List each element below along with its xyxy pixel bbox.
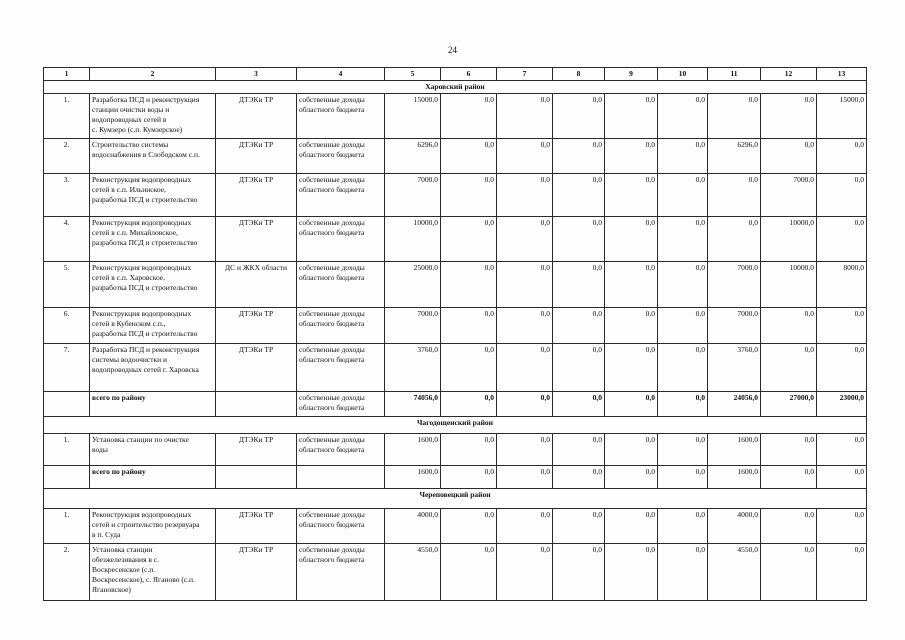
total-funding-source: собственные доходы областного бюджета (297, 392, 385, 417)
column-number-header: 9 (605, 68, 658, 81)
total-value-cell: 0,0 (817, 466, 867, 489)
section-row (44, 489, 867, 509)
value-cell: 0,0 (605, 94, 658, 139)
section-title: Череповецкий район (44, 489, 867, 509)
section-title: Чагодощенский район (44, 417, 867, 434)
value-cell: 0,0 (441, 94, 497, 139)
item-name-line: Разработка ПСД и реконструкция (92, 95, 200, 104)
total-row (44, 392, 867, 417)
column-number-header: 12 (761, 68, 817, 81)
value-cell: 0,0 (553, 308, 605, 344)
value-cell: 0,0 (497, 262, 553, 308)
value-cell: 0,0 (605, 434, 658, 466)
total-row (44, 466, 867, 489)
value-cell: 0,0 (497, 308, 553, 344)
value-cell: 0,0 (708, 94, 761, 139)
total-label: всего по району (90, 466, 216, 489)
value-cell: 0,0 (817, 509, 867, 544)
total-value-cell: 0,0 (658, 392, 708, 417)
item-number: 2. (44, 544, 90, 601)
value-cell: 0,0 (605, 262, 658, 308)
item-name (90, 509, 216, 544)
item-name-line: Реконструкция водопроводных (92, 218, 192, 227)
funding-source: собственные доходы областного бюджета (297, 434, 385, 466)
executor: ДТЭКи ТР (216, 344, 297, 392)
value-cell: 4000,0 (708, 509, 761, 544)
value-cell: 0,0 (817, 174, 867, 217)
value-cell: 0,0 (441, 344, 497, 392)
section-title: Харовский район (44, 81, 867, 94)
total-value-cell: 1600,0 (708, 466, 761, 489)
executor: ДТЭКи ТР (216, 217, 297, 262)
item-name-line: сетей в с.п. Ильинское, (92, 185, 166, 194)
value-cell: 3760,0 (708, 344, 761, 392)
value-cell: 0,0 (605, 174, 658, 217)
value-cell: 0,0 (761, 344, 817, 392)
value-cell: 0,0 (761, 308, 817, 344)
value-cell: 0,0 (817, 434, 867, 466)
value-cell: 4550,0 (708, 544, 761, 601)
item-name-line: станции очистки воды и (92, 105, 170, 114)
item-name-line: обезжелезивания в с. (92, 555, 160, 564)
column-number-header: 4 (297, 68, 385, 81)
column-number-header: 3 (216, 68, 297, 81)
funding-source: собственные доходы областного бюджета (297, 217, 385, 262)
value-cell: 7000,0 (385, 308, 441, 344)
total-value-cell: 0,0 (553, 466, 605, 489)
executor: ДТЭКи ТР (216, 434, 297, 466)
item-name-line: Реконструкция водопроводных (92, 263, 192, 272)
value-cell: 0,0 (658, 174, 708, 217)
item-name-line: воды (92, 445, 108, 454)
item-number: 4. (44, 217, 90, 262)
total-value-cell: 0,0 (658, 466, 708, 489)
item-name-line: с. Кумзеро (с.п. Кумзерское) (92, 125, 183, 134)
column-number-header: 2 (90, 68, 216, 81)
value-cell: 0,0 (553, 544, 605, 601)
item-name (90, 139, 216, 174)
value-cell: 7000,0 (708, 308, 761, 344)
total-value-cell: 24056,0 (708, 392, 761, 417)
value-cell: 0,0 (553, 139, 605, 174)
executor: ДТЭКи ТР (216, 174, 297, 217)
executor: ДТЭКи ТР (216, 139, 297, 174)
value-cell: 0,0 (658, 308, 708, 344)
total-value-cell: 0,0 (553, 392, 605, 417)
total-number (44, 392, 90, 417)
value-cell: 0,0 (658, 262, 708, 308)
value-cell: 0,0 (553, 262, 605, 308)
value-cell: 0,0 (441, 174, 497, 217)
item-name (90, 434, 216, 466)
item-name-line: сетей в с.п. Харовское, (92, 273, 166, 282)
item-name (90, 308, 216, 344)
item-name (90, 262, 216, 308)
total-value-cell: 23000,0 (817, 392, 867, 417)
value-cell: 4000,0 (385, 509, 441, 544)
value-cell: 0,0 (658, 544, 708, 601)
total-value-cell: 27000,0 (761, 392, 817, 417)
total-value-cell: 0,0 (497, 392, 553, 417)
value-cell: 4550,0 (385, 544, 441, 601)
total-label: всего по району (90, 392, 216, 417)
value-cell: 0,0 (658, 344, 708, 392)
column-number-header: 1 (44, 68, 90, 81)
table-row (44, 509, 867, 544)
total-value-cell: 0,0 (441, 466, 497, 489)
value-cell: 0,0 (817, 217, 867, 262)
value-cell: 0,0 (497, 344, 553, 392)
value-cell: 0,0 (553, 344, 605, 392)
item-name-line: разработка ПСД и строительство (92, 283, 198, 292)
value-cell: 0,0 (658, 139, 708, 174)
value-cell: 0,0 (553, 434, 605, 466)
budget-table (43, 67, 867, 601)
value-cell: 1600,0 (708, 434, 761, 466)
section-row (44, 417, 867, 434)
item-name-line: разработка ПСД и строительство (92, 238, 198, 247)
value-cell: 0,0 (761, 139, 817, 174)
total-value-cell: 0,0 (497, 466, 553, 489)
value-cell: 0,0 (553, 174, 605, 217)
item-name (90, 94, 216, 139)
table-row (44, 94, 867, 139)
executor: ДТЭКи ТР (216, 94, 297, 139)
funding-source: собственные доходы областного бюджета (297, 544, 385, 601)
value-cell: 0,0 (658, 217, 708, 262)
value-cell: 0,0 (497, 94, 553, 139)
value-cell: 0,0 (497, 217, 553, 262)
item-number: 6. (44, 308, 90, 344)
item-name-line: сетей и строительство резервуара (92, 520, 200, 529)
item-number: 3. (44, 174, 90, 217)
item-number: 1. (44, 434, 90, 466)
table-body (44, 81, 867, 601)
value-cell: 10000,0 (761, 262, 817, 308)
funding-source: собственные доходы областного бюджета (297, 344, 385, 392)
value-cell: 0,0 (817, 139, 867, 174)
section-row (44, 81, 867, 94)
column-number-header: 11 (708, 68, 761, 81)
total-value-cell: 1600,0 (385, 466, 441, 489)
column-number-header: 5 (385, 68, 441, 81)
funding-source: собственные доходы областного бюджета (297, 174, 385, 217)
value-cell: 0,0 (605, 139, 658, 174)
funding-source: собственные доходы областного бюджета (297, 139, 385, 174)
table-row (44, 434, 867, 466)
item-number: 2. (44, 139, 90, 174)
funding-source: собственные доходы областного бюджета (297, 94, 385, 139)
value-cell: 0,0 (441, 308, 497, 344)
total-value-cell: 0,0 (605, 392, 658, 417)
item-name-line: водопроводных сетей в (92, 115, 167, 124)
funding-source: собственные доходы областного бюджета (297, 509, 385, 544)
column-number-header: 10 (658, 68, 708, 81)
item-name-line: системы водоочистки и (92, 355, 168, 364)
item-number: 7. (44, 344, 90, 392)
value-cell: 0,0 (708, 217, 761, 262)
table-row (44, 262, 867, 308)
funding-source: собственные доходы областного бюджета (297, 262, 385, 308)
item-name-line: Реконструкция водопроводных (92, 175, 192, 184)
page-number: 24 (448, 45, 457, 55)
item-number: 5. (44, 262, 90, 308)
table-row (44, 344, 867, 392)
item-name-line: Строительство системы (92, 140, 169, 149)
table-row (44, 544, 867, 601)
value-cell: 15000,0 (385, 94, 441, 139)
item-name (90, 544, 216, 601)
table-header (44, 68, 867, 81)
value-cell: 0,0 (553, 509, 605, 544)
value-cell: 3760,0 (385, 344, 441, 392)
value-cell: 0,0 (658, 509, 708, 544)
executor: ДС и ЖКХ области (216, 262, 297, 308)
value-cell: 0,0 (497, 509, 553, 544)
table-row (44, 174, 867, 217)
value-cell: 0,0 (817, 308, 867, 344)
item-name (90, 174, 216, 217)
total-value-cell: 74056,0 (385, 392, 441, 417)
value-cell: 0,0 (497, 434, 553, 466)
item-name-line: Воскресенское (с.п. (92, 565, 156, 574)
value-cell: 7000,0 (708, 262, 761, 308)
item-name-line: Установка станции (92, 545, 153, 554)
value-cell: 0,0 (441, 509, 497, 544)
item-number: 1. (44, 94, 90, 139)
value-cell: 8000,0 (817, 262, 867, 308)
item-name-line: Ягановское) (92, 585, 131, 594)
value-cell: 10000,0 (385, 217, 441, 262)
column-number-header: 13 (817, 68, 867, 81)
item-name-line: Установка станции по очистке (92, 435, 189, 444)
value-cell: 7000,0 (761, 174, 817, 217)
executor: ДТЭКи ТР (216, 509, 297, 544)
table-row (44, 308, 867, 344)
value-cell: 0,0 (553, 217, 605, 262)
value-cell: 0,0 (658, 434, 708, 466)
item-name-line: водоснабжения в Слободском с.п. (92, 150, 200, 159)
total-value-cell: 0,0 (605, 466, 658, 489)
value-cell: 0,0 (553, 94, 605, 139)
executor: ДТЭКи ТР (216, 308, 297, 344)
value-cell: 10000,0 (761, 217, 817, 262)
value-cell: 6296,0 (708, 139, 761, 174)
value-cell: 0,0 (605, 509, 658, 544)
item-name (90, 344, 216, 392)
item-name-line: Воскресенское), с. Яганово (с.п. (92, 575, 195, 584)
value-cell: 0,0 (761, 544, 817, 601)
item-name-line: разработка ПСД и строительство (92, 329, 198, 338)
value-cell: 0,0 (817, 344, 867, 392)
total-value-cell: 0,0 (761, 466, 817, 489)
value-cell: 0,0 (817, 544, 867, 601)
item-name (90, 217, 216, 262)
value-cell: 6296,0 (385, 139, 441, 174)
value-cell: 0,0 (605, 217, 658, 262)
executor: ДТЭКи ТР (216, 544, 297, 601)
item-name-line: сетей в с.п. Михайловское, (92, 228, 178, 237)
item-number: 1. (44, 509, 90, 544)
value-cell: 15000,0 (817, 94, 867, 139)
value-cell: 0,0 (761, 509, 817, 544)
value-cell: 0,0 (441, 262, 497, 308)
table-row (44, 217, 867, 262)
value-cell: 0,0 (605, 544, 658, 601)
value-cell: 0,0 (658, 94, 708, 139)
value-cell: 25000,0 (385, 262, 441, 308)
value-cell: 0,0 (441, 544, 497, 601)
value-cell: 0,0 (605, 344, 658, 392)
total-executor (216, 466, 297, 489)
value-cell: 0,0 (761, 94, 817, 139)
value-cell: 0,0 (441, 217, 497, 262)
header-row (44, 68, 867, 81)
item-name-line: водопроводных сетей г. Харовска (92, 365, 199, 374)
item-name-line: в п. Суда (92, 530, 121, 539)
value-cell: 0,0 (441, 139, 497, 174)
item-name-line: Реконструкция водопроводных (92, 309, 192, 318)
value-cell: 0,0 (497, 544, 553, 601)
column-number-header: 7 (497, 68, 553, 81)
value-cell: 0,0 (497, 174, 553, 217)
value-cell: 0,0 (605, 308, 658, 344)
column-number-header: 6 (441, 68, 497, 81)
item-name-line: Реконструкция водопроводных (92, 510, 192, 519)
funding-source: собственные доходы областного бюджета (297, 308, 385, 344)
total-executor (216, 392, 297, 417)
value-cell: 0,0 (441, 434, 497, 466)
value-cell: 0,0 (761, 434, 817, 466)
total-funding-source (297, 466, 385, 489)
item-name-line: Разработка ПСД и реконструкция (92, 345, 200, 354)
item-name-line: разработка ПСД и строительство (92, 195, 198, 204)
total-value-cell: 0,0 (441, 392, 497, 417)
value-cell: 0,0 (708, 174, 761, 217)
column-number-header: 8 (553, 68, 605, 81)
total-number (44, 466, 90, 489)
value-cell: 0,0 (497, 139, 553, 174)
table-row (44, 139, 867, 174)
value-cell: 7000,0 (385, 174, 441, 217)
item-name-line: сетей в Кубенском с.п., (92, 319, 166, 328)
value-cell: 1600,0 (385, 434, 441, 466)
